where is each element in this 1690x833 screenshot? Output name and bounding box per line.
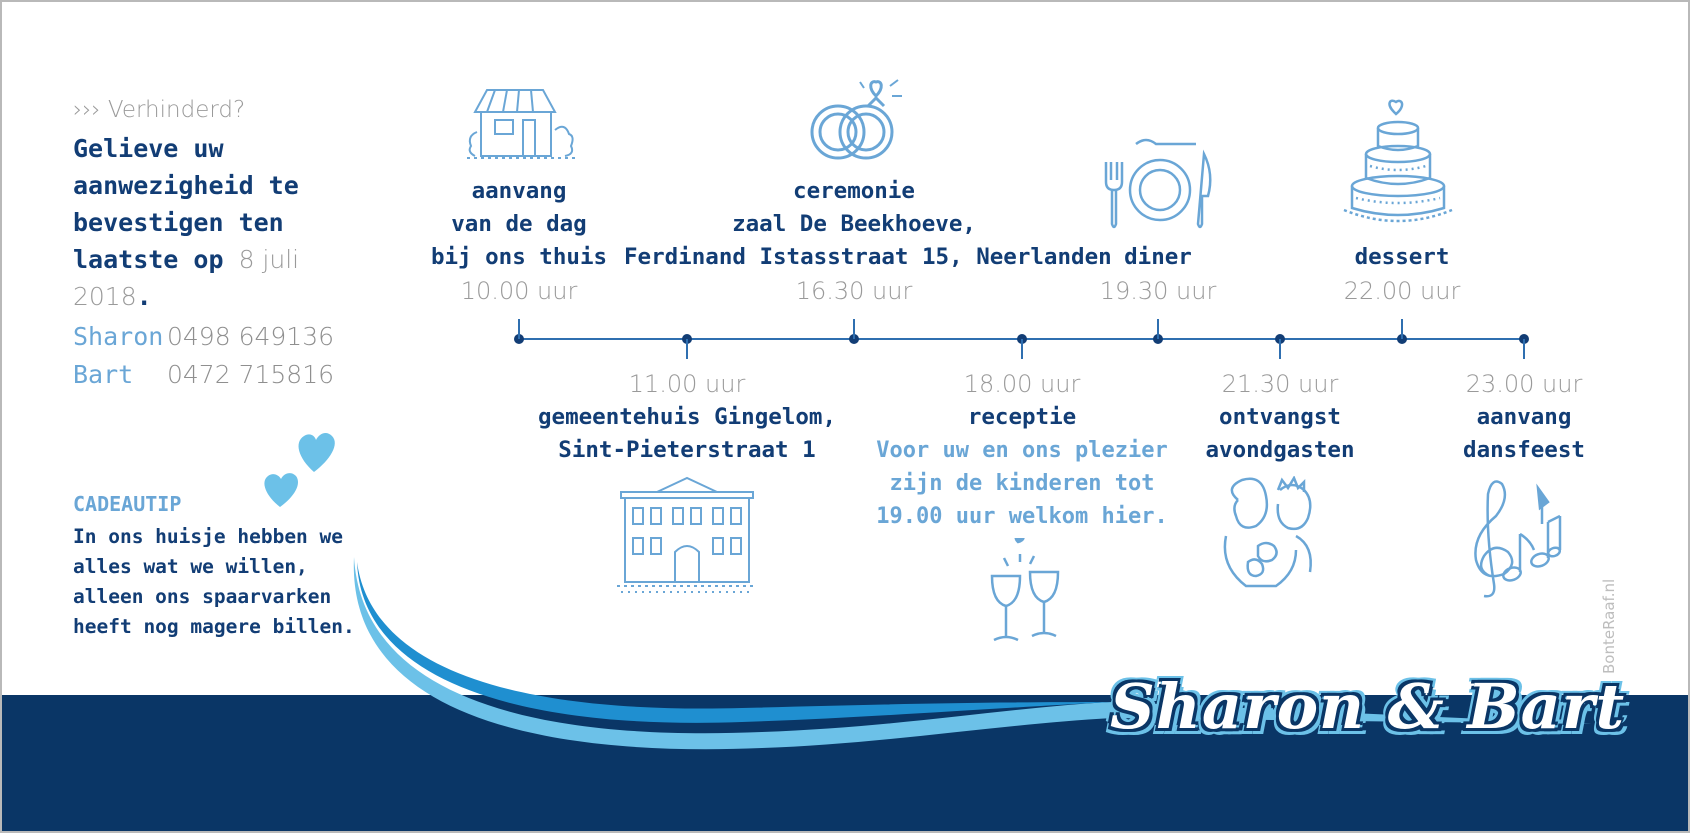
couple-icon [1218,476,1328,594]
town-hall-icon [617,474,757,598]
event-line: aanvang [1476,404,1572,430]
contact-name: Bart [73,360,134,389]
champagne-glasses-icon [984,538,1066,660]
event-note: zijn de kinderen tot [889,471,1155,496]
event-line: ontvangst [1219,404,1341,430]
event-dessert [1322,241,1482,308]
event-line: bij ons thuis [430,244,608,270]
couple-names-logo: Sharon & Bart [1110,670,1626,743]
event-line: gemeentehuis Gingelom, [537,404,836,430]
event-line: receptie [967,404,1077,430]
wedding-cake-icon [1340,98,1458,234]
gift-title: CADEAUTIP [73,492,182,516]
event-time: 19.30 uur [1099,277,1217,305]
rsvp-message [73,130,353,315]
event-line: dansfeest [1463,437,1585,463]
event-time: 10.00 uur [460,277,578,305]
cutlery-plate-icon [1100,136,1218,234]
event-line: Sint-Pieterstraat 1 [558,437,816,463]
contact-name: Sharon [73,322,164,351]
event-time: 22.00 uur [1343,277,1461,305]
event-line: aanvang [471,178,567,204]
music-notes-icon [1468,476,1562,598]
event-aanvang-dag [419,175,619,308]
rsvp-date: 8 juli 2018 [73,245,300,311]
hearts-icon [264,433,334,507]
event-receptie [872,367,1172,533]
event-ceremonie [624,175,1112,308]
rsvp-message-text: Gelieve uw aanwezigheid te bevestigen ten laatste op [73,134,299,274]
event-time: 21.30 uur [1221,370,1339,398]
event-line: van de dag [451,211,587,237]
rsvp-question: ››› Verhinderd? [73,97,246,123]
event-time: 11.00 uur [628,370,746,398]
event-line: zaal De Beekhoeve, [732,211,976,237]
rings-icon [802,74,912,170]
contact-phone: 0498 649136 [167,322,335,351]
event-time: 16.30 uur [795,277,913,305]
event-line: diner [1124,244,1192,270]
rsvp-period: . [136,282,152,311]
event-diner [1078,241,1238,308]
event-line: ceremonie [793,178,915,204]
house-icon [465,82,581,172]
gift-text: In ons huisje hebben we alles wat we willen, alleen ons spaarvarken heeft nog magere billen. [73,525,355,638]
event-dansfeest [1434,367,1614,467]
credit-text: BonteRaaf.nl [1600,578,1618,674]
event-line: dessert [1354,244,1450,270]
event-time: 23.00 uur [1465,370,1583,398]
event-note: Voor uw en ons plezier [876,438,1168,463]
event-gemeentehuis [537,367,837,467]
event-line: Ferdinand Istasstraat 15, Neerlanden [624,244,1112,270]
contact-sharon [73,318,334,356]
event-ontvangst [1180,367,1380,467]
event-line: avondgasten [1205,437,1355,463]
contact-bart [73,356,334,394]
contact-phone: 0472 715816 [167,360,335,389]
event-time: 18.00 uur [963,370,1081,398]
event-note: 19.00 uur welkom hier. [876,504,1168,529]
